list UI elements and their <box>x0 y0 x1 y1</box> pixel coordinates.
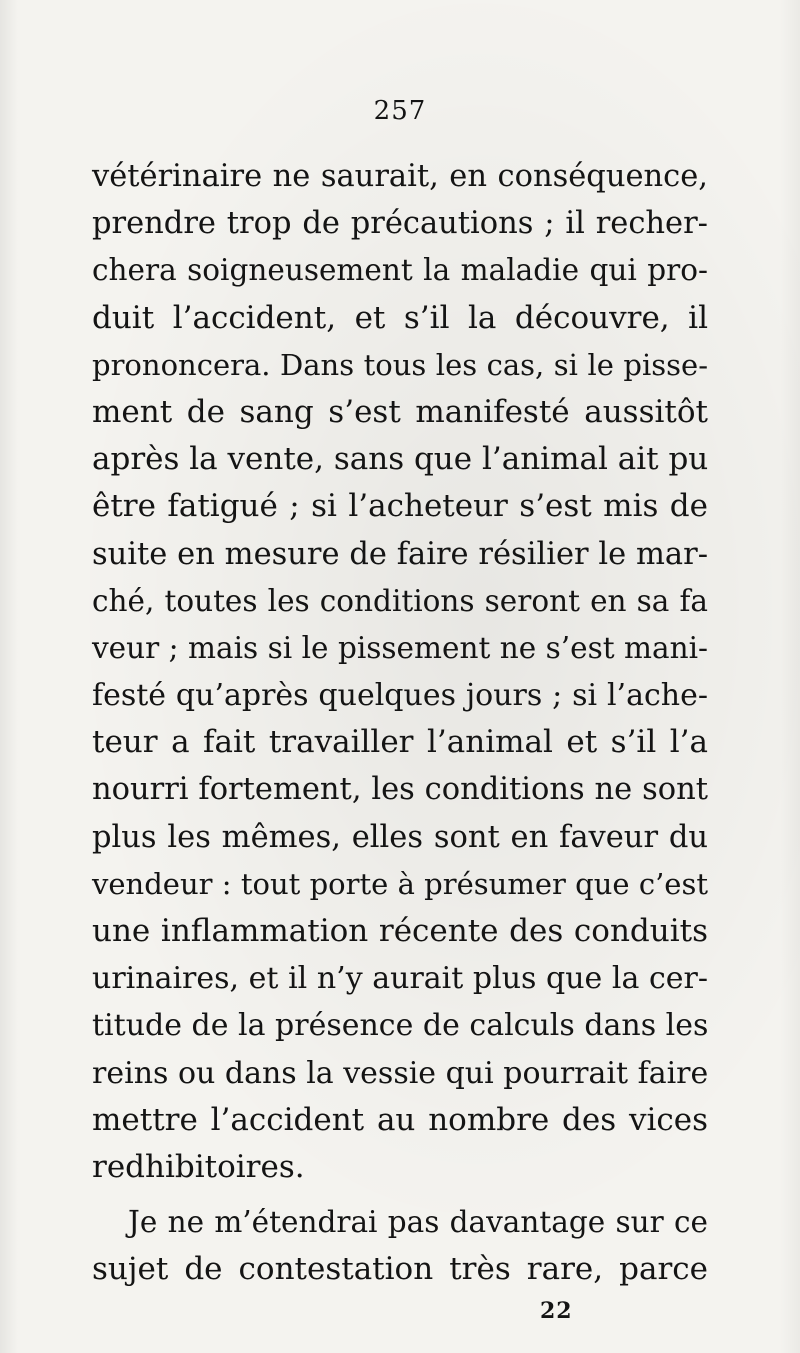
text-line: urinaires, et il n’y aurait plus que la cer- <box>92 961 708 997</box>
text-line: veur ; mais si le pissement ne s’est mani- <box>92 630 708 665</box>
signature-mark: 22 <box>540 1298 573 1324</box>
text-line: Je ne m’étendrai pas davantage sur ce <box>128 1205 708 1240</box>
text-line: après la vente, sans que l’animal ait pu <box>92 441 709 478</box>
text-line: être fatigué ; si l’acheteur s’est mis de <box>92 488 708 525</box>
text-line: teur a fait travailler l’animal et s’il l’a <box>92 724 708 761</box>
paragraph-gap <box>92 1191 708 1199</box>
text-line: reins ou dans la vessie qui pourrait faire <box>92 1055 709 1091</box>
text-line: prendre trop de précautions ; il recher- <box>92 206 708 242</box>
text-line: ment de sang s’est manifesté aussitôt <box>92 393 708 430</box>
text-line: duit l’accident, et s’il la découvre, il <box>92 299 708 336</box>
text-line: suite en mesure de faire résilier le mar- <box>92 536 708 572</box>
text-line: mettre l’accident au nombre des vices <box>92 1101 708 1138</box>
body-text <box>92 153 708 1294</box>
page-number: 257 <box>373 96 427 126</box>
text-line: chera soigneusement la maladie qui pro- <box>92 253 708 288</box>
text-line: prononcera. Dans tous les cas, si le pisse- <box>92 347 708 382</box>
text-line: nourri fortement, les conditions ne sont <box>92 772 708 808</box>
text-line: sujet de contestation très rare, parce <box>92 1251 708 1288</box>
text-line: plus les mêmes, elles sont en faveur du <box>92 819 708 855</box>
text-line: vendeur : tout porte à présumer que c’est <box>92 866 708 901</box>
text-line: festé qu’après quelques jours ; si l’ache- <box>92 678 708 714</box>
paragraph <box>92 153 708 1191</box>
text-line: titude de la présence de calculs dans les <box>92 1008 709 1044</box>
paragraph <box>92 1199 708 1293</box>
text-line: vétérinaire ne saurait, en conséquence, <box>92 159 708 194</box>
text-line: ché, toutes les conditions seront en sa fa <box>92 583 708 618</box>
text-line: une inflammation récente des conduits <box>92 913 708 949</box>
text-line: redhibitoires. <box>92 1148 305 1185</box>
